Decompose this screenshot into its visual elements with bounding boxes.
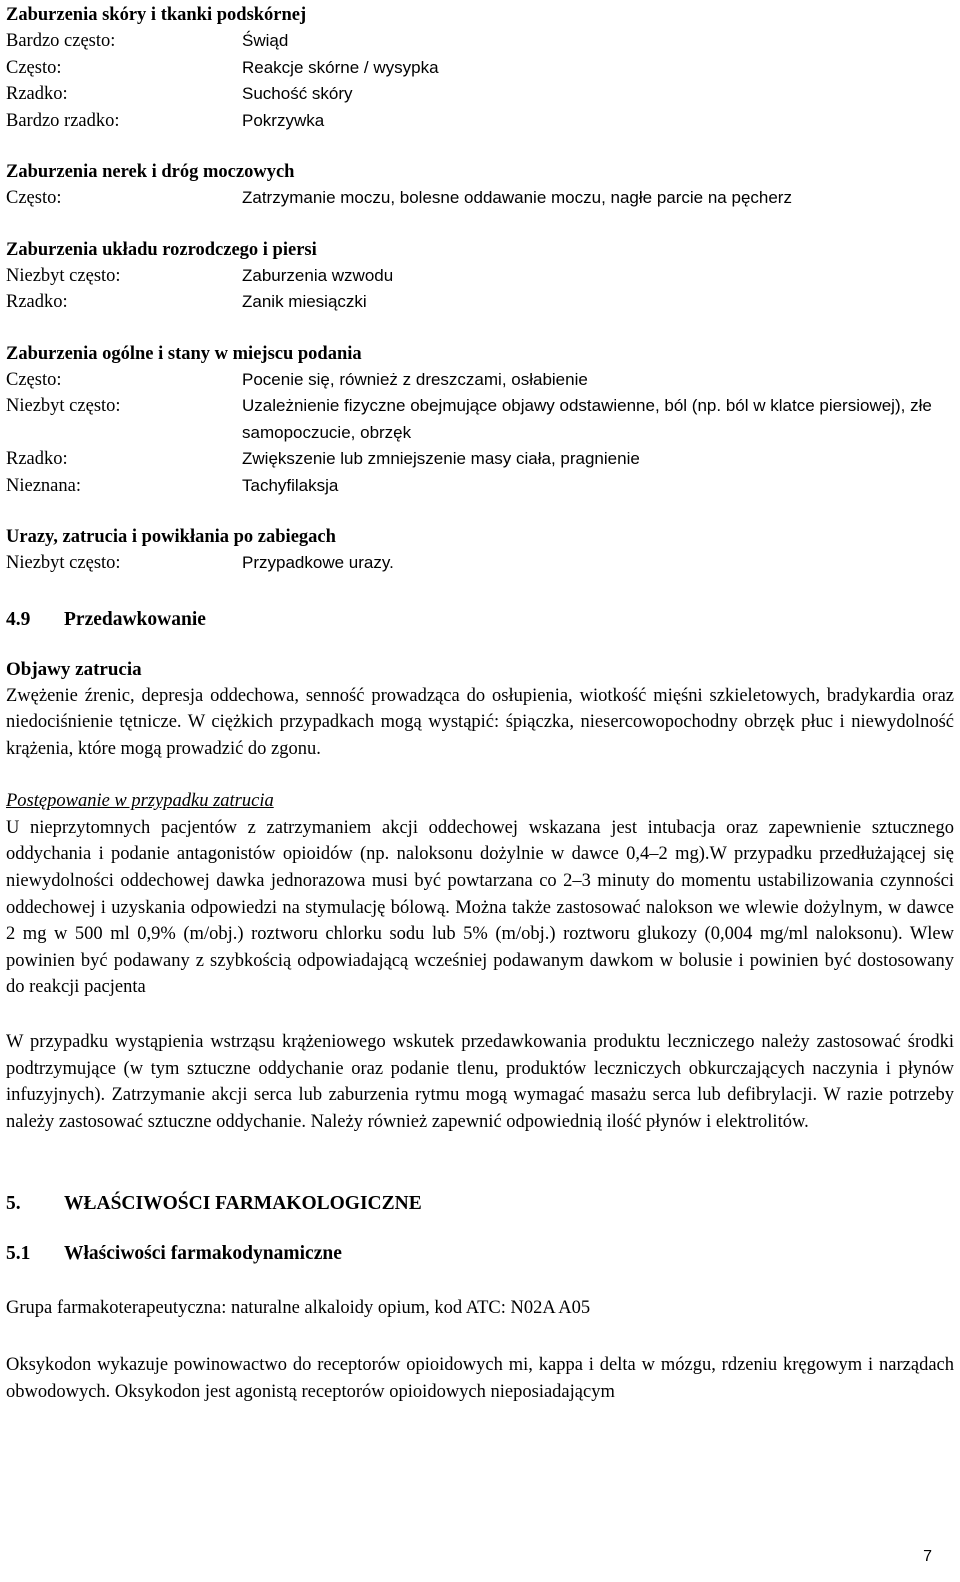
ae-group-reproductive [6, 237, 954, 316]
ae-group-title: Urazy, zatrucia i powikłania po zabiegach [6, 527, 336, 547]
ae-group-injury [6, 524, 954, 577]
ae-row [6, 185, 954, 212]
pharmacotherapeutic-group: Grupa farmakoterapeutyczna: naturalne alkaloidy opium, kod ATC: N02A A05 [6, 1298, 591, 1319]
management-paragraph: U nieprzytomnych pacjentów z zatrzymaniem akcji oddechowej wskazana jest intubacja oraz zapewnienie sztucznego oddychania i podanie antagonistów opioidów (np. naloksonu dożylnie w dawce 0,4–2 mg).W przypadku przedłużającej się niewydolności oddechowej dawka jednorazowa musi być powtarzana co 2–3 minuty do momentu ustabilizowania czynności oddechowej i uzyskania odpowiedzi na stymulację bólową. Można także zastosować nalokson we wlewie dożylnym, w dawce 2 mg w 500 ml 0,9% (m/obj.) roztworu chlorku sodu lub 5% (m/obj.) roztworu glukozy (0,004 mg/ml naloksonu). Wlew powinien być podawany z szybkością odpowiadającą wcześniej podawanym dawkom w bolusie i powinien być dostosowany do reakcji pacjenta [6, 817, 954, 998]
section-number: 5.1 [6, 1243, 31, 1265]
ae-text: Świąd [242, 31, 289, 50]
section-number: 4.9 [6, 608, 31, 630]
ae-frequency: Niezbyt często: [6, 396, 121, 416]
page-number: 7 [923, 1548, 932, 1565]
ae-text: Zaburzenia wzwodu [242, 265, 394, 285]
section-5-heading [6, 1191, 954, 1217]
ae-row [6, 367, 954, 394]
section-4-9-heading [6, 607, 954, 633]
ae-frequency: Rzadko: [6, 449, 68, 469]
ae-group-title: Zaburzenia układu rozrodczego i piersi [6, 239, 317, 260]
symptoms-paragraph: Zwężenie źrenic, depresja oddechowa, senność prowadząca do osłupienia, wiotkość mięśni szkieletowych, bradykardia oraz niedociśnienie tętnicze. W ciężkich przypadkach mogą wystąpić: śpiączka, niesercowopochodny obrzęk płuc i niewydolność krążenia, które mogą prowadzić do zgonu. [6, 685, 954, 759]
ae-group-title: Zaburzenia ogólne i stany w miejscu podania [6, 343, 362, 364]
ae-frequency: Często: [6, 369, 62, 390]
ae-frequency: Rzadko: [6, 292, 68, 312]
ae-text: Zwiększenie lub zmniejszenie masy ciała, pragnienie [242, 449, 640, 468]
ae-row [6, 473, 954, 500]
section-title: WŁAŚCIWOŚCI FARMAKOLOGICZNE [64, 1193, 422, 1215]
ae-group-general [6, 341, 954, 500]
ae-frequency: Rzadko: [6, 84, 68, 104]
section-5-1-heading [6, 1241, 954, 1267]
ae-frequency: Bardzo rzadko: [6, 110, 120, 131]
ae-group-title: Zaburzenia skóry i tkanki podskórnej [6, 5, 307, 25]
ae-row [6, 550, 954, 577]
ae-row [6, 446, 954, 473]
ae-row [6, 28, 954, 55]
section-title: Przedawkowanie [64, 608, 206, 630]
ae-group-renal [6, 159, 954, 212]
ae-text: Pocenie się, również z dreszczami, osłabienie [242, 369, 588, 389]
ae-frequency: Bardzo często: [6, 31, 116, 51]
ae-text: Zatrzymanie moczu, bolesne oddawanie moczu, nagłe parcie na pęcherz [242, 188, 792, 207]
ae-row [6, 289, 954, 316]
ae-row [6, 81, 954, 108]
ae-row [6, 108, 954, 135]
symptoms-heading: Objawy zatrucia [6, 658, 142, 680]
mechanism-paragraph: Oksykodon wykazuje powinowactwo do receptorów opioidowych mi, kappa i delta w mózgu, rdzeniu kręgowym i narządach obwodowych. Oksykodon jest agonistą receptorów opioidowych nieposiadającym [6, 1355, 954, 1402]
ae-row [6, 55, 954, 82]
ae-frequency: Niezbyt często: [6, 553, 121, 573]
ae-text: Tachyfilaksja [242, 475, 339, 495]
ae-frequency: Często: [6, 188, 62, 208]
section-number: 5. [6, 1193, 21, 1215]
ae-row [6, 393, 954, 446]
ae-text: Reakcje skórne / wysypka [242, 57, 439, 77]
ae-text: Uzależnienie fizyczne obejmujące objawy odstawienne, ból (np. ból w klatce piersiowej), złe samopoczucie, obrzęk [242, 396, 932, 442]
ae-frequency: Niezbyt często: [6, 265, 121, 286]
ae-frequency: Często: [6, 57, 62, 78]
ae-group-title: Zaburzenia nerek i dróg moczowych [6, 162, 295, 182]
ae-frequency: Nieznana: [6, 475, 81, 496]
management-heading: Postępowanie w przypadku zatrucia [6, 791, 274, 812]
ae-text: Pokrzywka [242, 110, 325, 130]
ae-group-skin [6, 2, 954, 134]
ae-text: Zanik miesiączki [242, 292, 367, 311]
document-page [6, 2, 954, 1405]
ae-row [6, 263, 954, 290]
ae-text: Przypadkowe urazy. [242, 553, 394, 572]
shock-paragraph: W przypadku wystąpienia wstrząsu krążeniowego wskutek przedawkowania produktu leczniczego należy zastosować środki podtrzymujące (w tym sztuczne oddychanie oraz podanie tlenu, produktów leczniczych obkurczających naczynia i płynów infuzyjnych). Zatrzymanie akcji serca lub zaburzenia rytmu mogą wymagać masażu serca lub defibrylacji. W razie potrzeby należy zastosować sztuczne oddychanie. Należy również zapewnić odpowiednią ilość płynów i elektrolitów. [6, 1032, 954, 1132]
section-title: Właściwości farmakodynamiczne [64, 1243, 342, 1265]
ae-text: Suchość skóry [242, 84, 353, 103]
